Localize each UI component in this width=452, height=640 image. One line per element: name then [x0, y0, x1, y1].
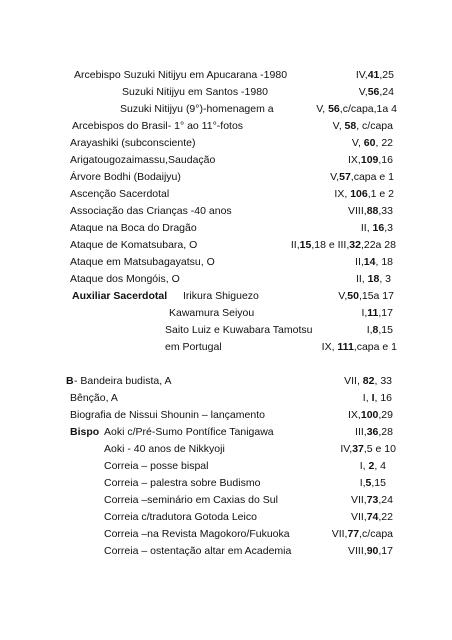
index-entry [0, 289, 452, 303]
entry-label: Aoki - 40 anos de Nikkyoji [104, 443, 225, 455]
index-entry [0, 459, 452, 473]
entry-reference: VII,77,c/capa [331, 528, 393, 540]
index-entry [0, 306, 452, 320]
index-entry [0, 527, 452, 541]
entry-reference: V,56,24 [358, 86, 394, 98]
entry-label: Aoki c/Pré-Sumo Pontífice Tanigawa [104, 426, 274, 438]
entry-label: Ataque dos Mongóis, O [70, 273, 180, 285]
index-entry [0, 493, 452, 507]
entry-label: Correia – posse bispal [104, 460, 209, 472]
section-letter: B [66, 375, 74, 387]
entry-reference: V, 60, 22 [351, 137, 393, 149]
index-entry [0, 425, 452, 439]
index-entry [0, 102, 452, 116]
entry-reference: II, 16,3 [360, 222, 393, 234]
entry-reference: VIII,90,17 [348, 545, 393, 557]
index-entry [0, 255, 452, 269]
entry-reference: VII, 82, 33 [344, 375, 392, 387]
entry-heading: Bispo [70, 426, 100, 438]
index-entry [0, 272, 452, 286]
entry-label: Correia c/tradutora Gotoda Leico [104, 511, 257, 523]
entry-label: Ataque de Komatsubara, O [70, 239, 198, 251]
index-entry [0, 323, 452, 337]
entry-label: Arayashiki (subconsciente) [70, 137, 196, 149]
index-entry [0, 442, 452, 456]
index-entry [0, 68, 452, 82]
entry-reference: II,15,18 e III,32,22a 28 [290, 239, 396, 251]
entry-label: Arcebispos do Brasil- 1° ao 11°-fotos [72, 120, 244, 132]
index-entry [0, 238, 452, 252]
index-entry [0, 170, 452, 184]
entry-reference: VIII,88,33 [348, 205, 393, 217]
entry-label: Árvore Bodhi (Bodaijyu) [70, 171, 181, 183]
index-entry [0, 119, 452, 133]
entry-reference: V, 56,c/capa,1a 4 [316, 103, 397, 115]
entry-reference: I,11,17 [361, 307, 393, 319]
index-entry [0, 136, 452, 150]
entry-label: Biografia de Nissui Shounin – lançamento [70, 409, 265, 421]
entry-label: Kawamura Seiyou [169, 307, 255, 319]
entry-reference: I, I, 16 [362, 392, 392, 404]
entry-reference: V,50,15a 17 [338, 290, 394, 302]
entry-reference: IX, 111,capa e 1 [321, 341, 397, 353]
entry-label: Correia – ostentação altar em Academia [104, 545, 292, 557]
entry-label: em Portugal [165, 341, 222, 353]
index-entry [0, 187, 452, 201]
entry-reference: II,14, 18 [355, 256, 393, 268]
entry-heading: Auxiliar Sacerdotal [72, 290, 168, 302]
entry-label: Saito Luiz e Kuwabara Tamotsu [165, 324, 313, 336]
entry-reference: I,5,15 [359, 477, 386, 489]
entry-reference: I, 2, 4 [359, 460, 386, 472]
entry-label: Bênção, A [70, 392, 118, 404]
index-entry [0, 408, 452, 422]
index-entry [0, 374, 452, 388]
entry-label: Correia –na Revista Magokoro/Fukuoka [104, 528, 290, 540]
entry-reference: I,8,15 [366, 324, 393, 336]
entry-label: Correia –seminário em Caxias do Sul [104, 494, 278, 506]
entry-label: Irikura Shiguezo [183, 290, 259, 302]
entry-label: Arigatougozaimassu,Saudação [70, 154, 216, 166]
index-entry [0, 476, 452, 490]
entry-label: - Bandeira budista, A [74, 375, 172, 387]
index-entry [0, 510, 452, 524]
entry-reference: II, 18, 3 [355, 273, 391, 285]
entry-reference: IX,100,29 [348, 409, 393, 421]
entry-reference: V, 58, c/capa [332, 120, 393, 132]
index-entry [0, 391, 452, 405]
index-entry [0, 85, 452, 99]
entry-label: Ataque na Boca do Dragão [70, 222, 197, 234]
index-entry [0, 204, 452, 218]
entry-label: Suzuki Nitijyu (9°)-homenagem a [120, 103, 274, 115]
entry-label: Ataque em Matsubagayatsu, O [70, 256, 215, 268]
index-entry [0, 544, 452, 558]
index-entry [0, 153, 452, 167]
entry-reference: VII,73,24 [350, 494, 393, 506]
entry-reference: IV,41,25 [355, 69, 394, 81]
entry-label: Ascenção Sacerdotal [70, 188, 170, 200]
index-entry [0, 221, 452, 235]
entry-reference: IX, 106,1 e 2 [334, 188, 394, 200]
index-entry [0, 340, 452, 354]
entry-label: Correia – palestra sobre Budismo [104, 477, 261, 489]
entry-reference: V,57,capa e 1 [330, 171, 394, 183]
entry-label: Arcebispo Suzuki Nitijyu em Apucarana -1980 [74, 69, 288, 81]
entry-reference: IX,109,16 [348, 154, 393, 166]
entry-reference: IV,37,5 e 10 [340, 443, 396, 455]
entry-reference: III,36,28 [355, 426, 393, 438]
entry-label: Suzuki Nitijyu em Santos -1980 [122, 86, 268, 98]
entry-label: Associação das Crianças -40 anos [70, 205, 232, 217]
entry-reference: VII,74,22 [350, 511, 393, 523]
